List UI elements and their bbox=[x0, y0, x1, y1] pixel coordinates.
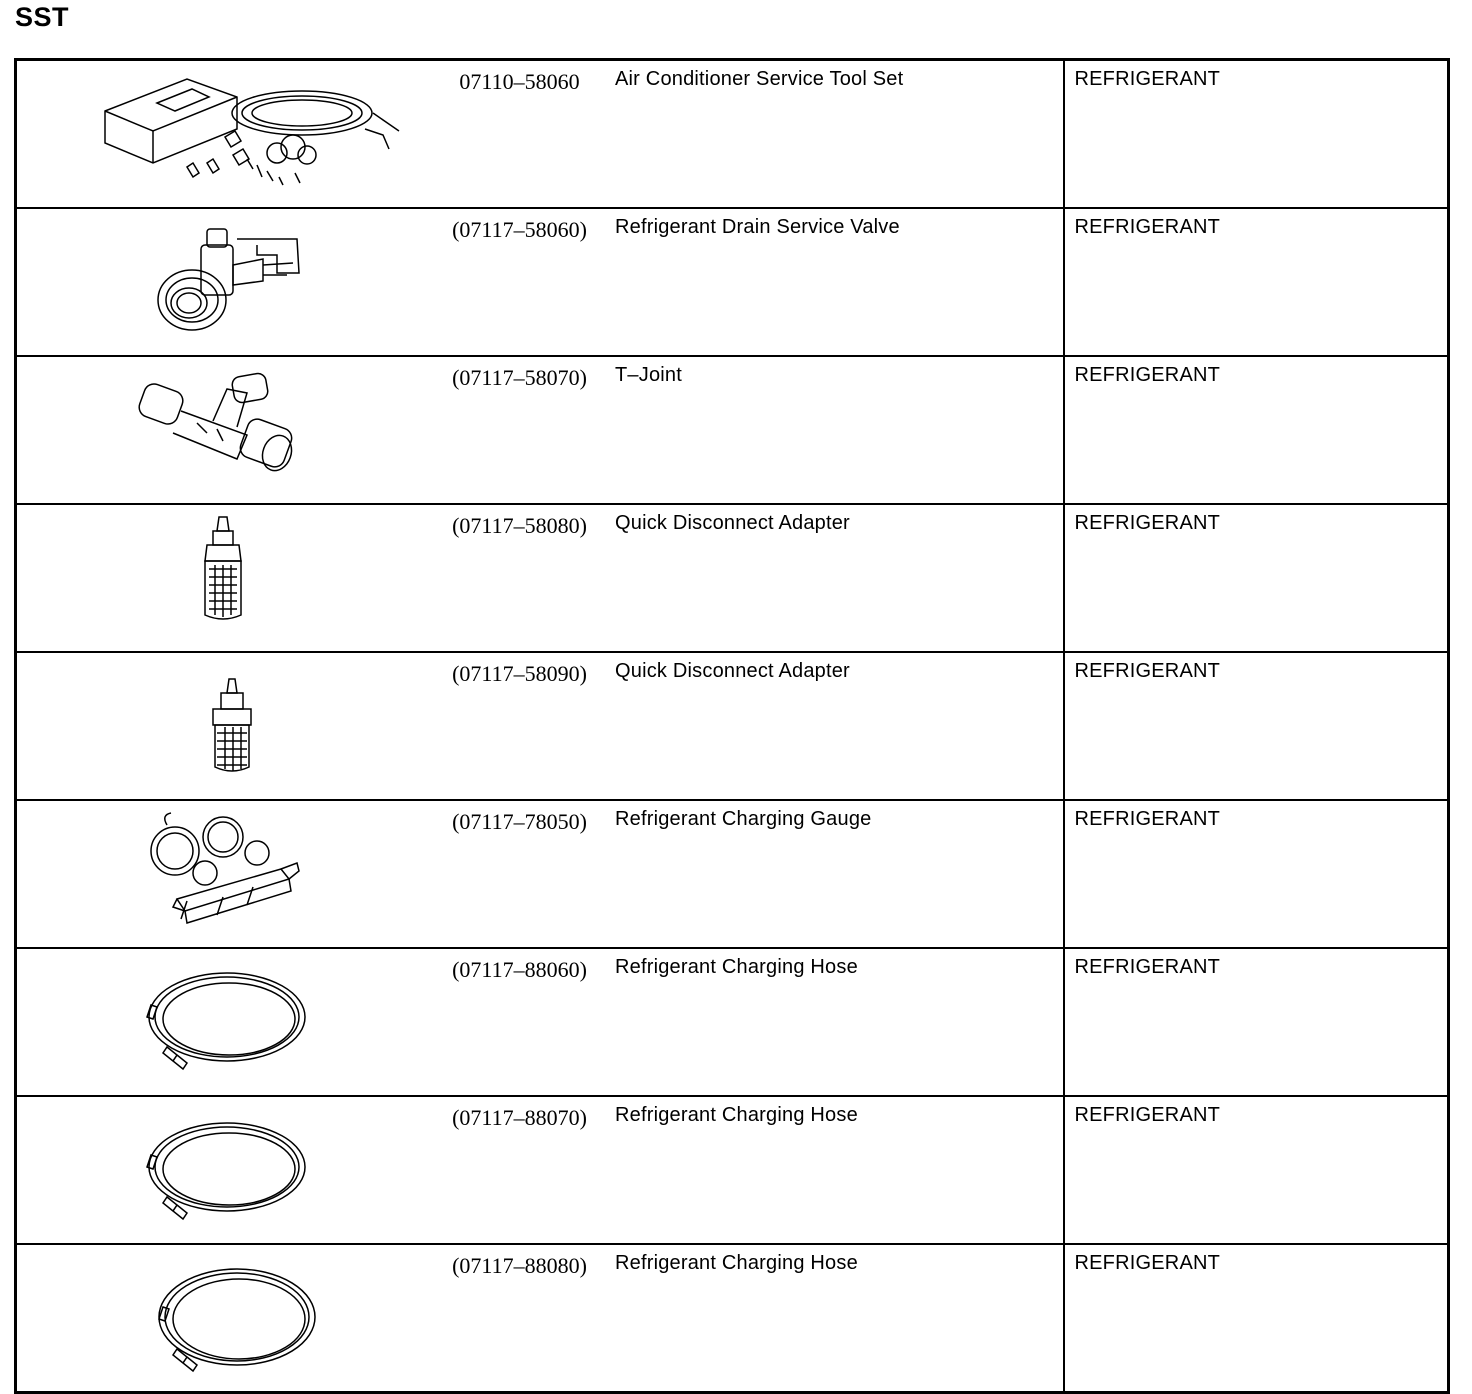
section-label: REFRIGERANT bbox=[1064, 504, 1449, 652]
section-label: REFRIGERANT bbox=[1064, 208, 1449, 356]
part-number: (07117–88060) bbox=[452, 957, 587, 982]
part-number: (07117–58080) bbox=[452, 513, 587, 538]
part-number: (07117–88080) bbox=[452, 1253, 587, 1278]
section-label: REFRIGERANT bbox=[1064, 1244, 1449, 1393]
tool-name: Quick Disconnect Adapter bbox=[615, 660, 850, 682]
tool-name: Refrigerant Charging Hose bbox=[615, 1252, 858, 1274]
tool-name: Refrigerant Drain Service Valve bbox=[615, 216, 900, 238]
tool-cell bbox=[16, 948, 1064, 1096]
drain-service-valve-illustration bbox=[97, 215, 417, 345]
part-number: (07117–78050) bbox=[452, 809, 587, 834]
part-number: (07117–58060) bbox=[452, 217, 587, 242]
tool-cell bbox=[16, 1096, 1064, 1244]
tool-cell bbox=[16, 208, 1064, 356]
service-tool-set-illustration bbox=[97, 67, 417, 197]
tool-name: Refrigerant Charging Hose bbox=[615, 1104, 858, 1126]
tool-cell bbox=[16, 652, 1064, 800]
section-label: REFRIGERANT bbox=[1064, 60, 1449, 209]
table-row bbox=[16, 1096, 1449, 1244]
table-row bbox=[16, 504, 1449, 652]
table-row bbox=[16, 1244, 1449, 1393]
charging-hose-illustration bbox=[97, 1103, 417, 1233]
quick-disconnect-adapter-small-illustration bbox=[97, 659, 417, 789]
charging-hose-illustration bbox=[97, 955, 417, 1085]
table-row bbox=[16, 356, 1449, 504]
t-joint-illustration bbox=[97, 363, 417, 493]
tool-cell bbox=[16, 60, 1064, 209]
tool-name: Refrigerant Charging Hose bbox=[615, 956, 858, 978]
tool-cell bbox=[16, 356, 1064, 504]
table-row bbox=[16, 652, 1449, 800]
page-title: SST bbox=[15, 2, 70, 32]
tool-cell bbox=[16, 1244, 1064, 1393]
table-row bbox=[16, 800, 1449, 948]
part-number: (07117–58090) bbox=[452, 661, 587, 686]
part-number: 07110–58060 bbox=[459, 69, 580, 94]
section-label: REFRIGERANT bbox=[1064, 356, 1449, 504]
section-label: REFRIGERANT bbox=[1064, 652, 1449, 800]
tool-name: Air Conditioner Service Tool Set bbox=[615, 68, 904, 90]
table-row bbox=[16, 948, 1449, 1096]
charging-hose-illustration bbox=[97, 1251, 417, 1381]
charging-gauge-illustration bbox=[97, 807, 417, 937]
part-number: (07117–88070) bbox=[452, 1105, 587, 1130]
section-label: REFRIGERANT bbox=[1064, 948, 1449, 1096]
sst-table bbox=[14, 58, 1450, 1394]
section-label: REFRIGERANT bbox=[1064, 1096, 1449, 1244]
quick-disconnect-adapter-illustration bbox=[97, 511, 417, 641]
table-row bbox=[16, 208, 1449, 356]
table-row bbox=[16, 60, 1449, 209]
tool-name: Refrigerant Charging Gauge bbox=[615, 808, 872, 830]
tool-cell bbox=[16, 504, 1064, 652]
part-number: (07117–58070) bbox=[452, 365, 587, 390]
tool-cell bbox=[16, 800, 1064, 948]
tool-name: Quick Disconnect Adapter bbox=[615, 512, 850, 534]
tool-name: T–Joint bbox=[615, 364, 682, 386]
section-label: REFRIGERANT bbox=[1064, 800, 1449, 948]
